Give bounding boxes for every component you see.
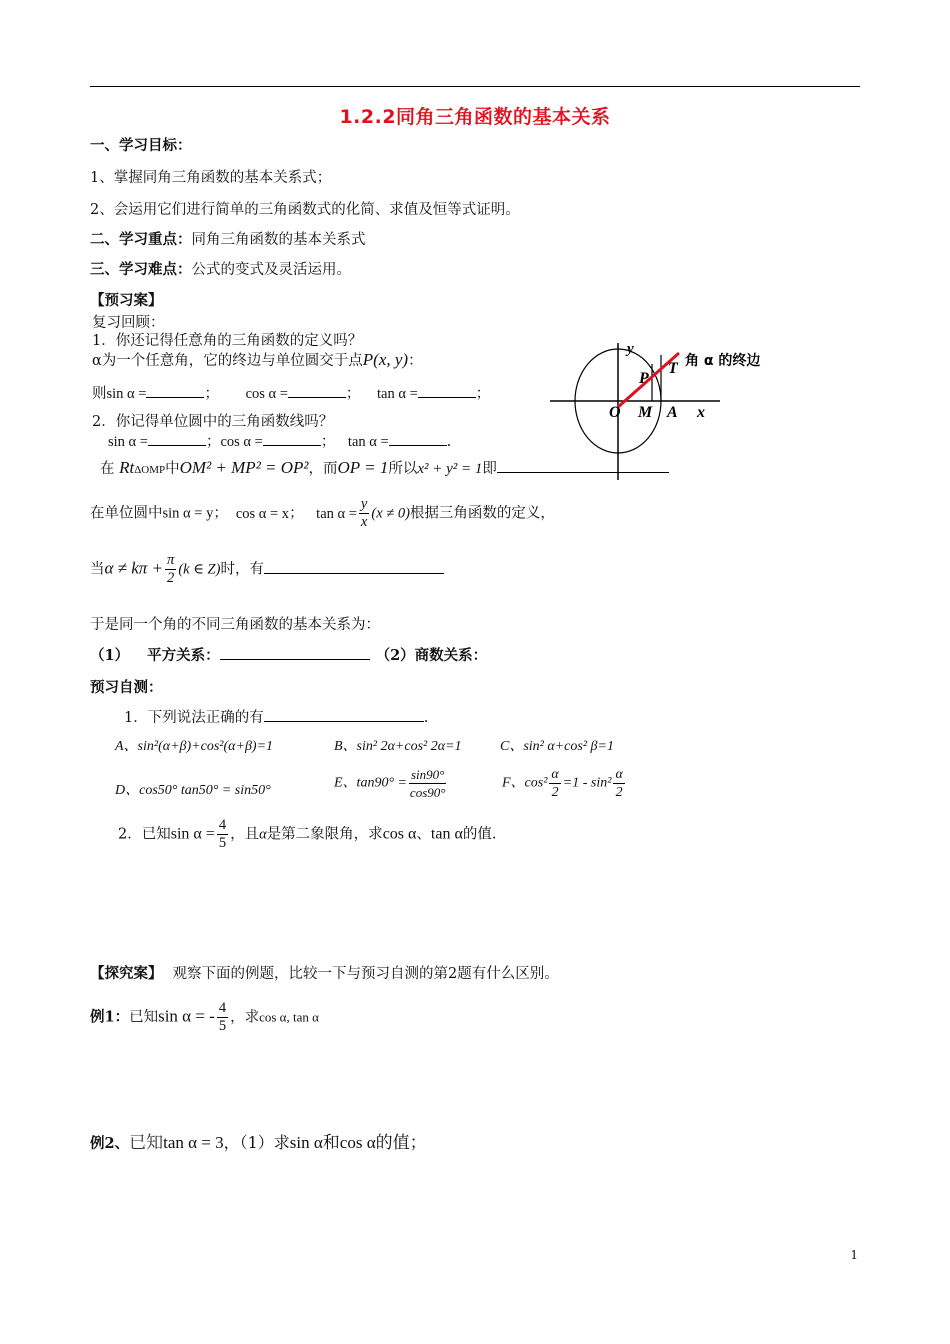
opt-f-pre: F、cos² xyxy=(502,775,548,791)
ex2-tan: tan α = 3 xyxy=(163,1133,224,1152)
unit-cos: cos α = x xyxy=(235,505,290,522)
ex1-label: 例1： xyxy=(90,1008,130,1026)
st-q2-pre: 2．已知 xyxy=(118,826,171,843)
unit-num: y xyxy=(360,496,368,512)
sep-5: ； xyxy=(320,434,336,450)
explore-intro: 观察下面的例题，比较一下与预习自测的第2题有什么区别。 xyxy=(172,966,559,982)
when-alpha: α ≠ kπ + xyxy=(104,558,164,578)
goal-item-1: 1、掌握同角三角函数的基本关系式； xyxy=(90,170,332,186)
blank-cos[interactable] xyxy=(288,383,346,398)
rel1-label: （1） xyxy=(90,647,130,664)
st-q2-tan: tan α xyxy=(430,825,463,843)
label-m: M xyxy=(638,404,653,421)
label-p: P xyxy=(639,370,649,387)
page-number: 1 xyxy=(850,1248,858,1262)
opt-e-num: sin90° xyxy=(411,767,445,782)
st-q2-den: 5 xyxy=(218,835,227,851)
rt-mid: 中 xyxy=(165,461,180,477)
ex1-sin: sin α = - xyxy=(158,1006,215,1026)
st-q2-frac xyxy=(217,817,228,852)
option-f xyxy=(502,766,627,801)
opt-f-den2: 2 xyxy=(615,785,623,800)
unit-semi-1: ； xyxy=(213,505,228,522)
label-o: O xyxy=(609,404,621,421)
difficulty-line xyxy=(90,258,351,279)
st-q2-text: 是第二象限角，求 xyxy=(266,826,383,843)
unit-circle-line xyxy=(90,496,555,531)
preview-q1-line xyxy=(92,349,423,370)
rt-ji: 即 xyxy=(482,461,497,477)
ex2-label: 例2、 xyxy=(90,1135,130,1152)
opt-e-frac xyxy=(409,766,446,801)
def-sin: sin α = xyxy=(106,386,147,402)
sep-4: ； xyxy=(205,434,221,450)
ex1-pre: 已知 xyxy=(129,1009,159,1026)
ex1-ask: ，求 xyxy=(230,1009,260,1026)
unit-sin: sin α = y xyxy=(162,505,214,522)
when-you: ，有 xyxy=(234,561,264,578)
period-1: . xyxy=(446,434,452,450)
opt-f-frac2 xyxy=(613,766,624,801)
sep-2: ； xyxy=(345,386,361,402)
rt-comma: ，而 xyxy=(308,461,338,477)
example-2 xyxy=(90,1128,427,1153)
ex1-num: 4 xyxy=(218,1000,227,1016)
self-test-heading: 预习自测： xyxy=(90,679,163,696)
rel1-text: 平方关系： xyxy=(147,647,220,664)
rel2-label: （2）商数关系： xyxy=(375,647,488,664)
relation-line xyxy=(90,644,487,665)
st-q2-sin: sin α = xyxy=(170,825,215,843)
st-q2-num: 4 xyxy=(218,817,227,833)
unit-circle-figure xyxy=(545,335,785,485)
q1-line-text: α为一个任意角，它的终边与单位圆交于点 xyxy=(92,353,363,369)
blank-line-tan[interactable] xyxy=(389,431,447,446)
sep-1: ； xyxy=(204,386,219,402)
ex1-target: cos α, tan α xyxy=(259,1009,319,1025)
blank-when[interactable] xyxy=(264,559,444,574)
difficulty-label: 三、学习难点： xyxy=(90,261,192,278)
rt-ompp: ΔOMP xyxy=(134,464,166,476)
difficulty-text: 公式的变式及灵活运用。 xyxy=(191,262,351,278)
ex1-den: 5 xyxy=(218,1018,227,1034)
label-t: T xyxy=(668,360,678,377)
when-line xyxy=(90,552,444,587)
blank-tan[interactable] xyxy=(418,383,476,398)
q1-line-end: ： xyxy=(408,353,423,369)
st-q2-dun: 、 xyxy=(416,826,431,843)
when-num: π xyxy=(167,552,175,568)
option-a: A、sin²(α+β)+cos²(α+β)=1 xyxy=(115,739,274,754)
st-q2-end: 的值. xyxy=(462,826,497,843)
rt-so: 所以 xyxy=(388,461,418,477)
blank-square-relation[interactable] xyxy=(220,645,370,660)
key-point-text: 同角三角函数的基本关系式 xyxy=(191,232,366,248)
self-test-q2 xyxy=(118,817,496,852)
unit-tan: tan α = xyxy=(316,505,357,522)
unit-den: x xyxy=(360,514,368,530)
ex2-end: 的值； xyxy=(375,1133,427,1153)
top-rule xyxy=(90,86,860,87)
ex2-part: ，（1）求 xyxy=(223,1133,290,1152)
st-q2-mid: ，且 xyxy=(230,826,260,843)
preview-q2: 2．你记得单位圆中的三角函数线吗？ xyxy=(92,414,334,430)
opt-e-pre: E、tan90° = xyxy=(334,775,407,791)
example-1 xyxy=(90,1000,319,1035)
label-a: A xyxy=(667,404,678,421)
ze-text: 则 xyxy=(92,386,107,402)
line-cos: cos α = xyxy=(220,434,263,450)
rt-prefix: 在 xyxy=(100,461,115,477)
unit-semi-2: ； xyxy=(289,505,304,522)
line-sin: sin α = xyxy=(108,434,148,450)
st-q2-cos: cos α xyxy=(382,825,417,843)
unit-suffix: 根据三角函数的定义， xyxy=(409,505,555,522)
review-label: 复习回顾： xyxy=(92,315,165,331)
option-e xyxy=(334,766,448,801)
key-point-line xyxy=(90,228,366,249)
unit-prefix: 在单位圆中 xyxy=(90,505,163,522)
option-b: B、sin² 2α+cos² 2α=1 xyxy=(334,739,462,754)
st-q1-period: . xyxy=(423,710,429,726)
rt-tri: Rt xyxy=(119,458,135,477)
preview-q1: 1．你还记得任意角的三角函数的定义吗？ xyxy=(92,333,363,349)
def-tan: tan α = xyxy=(377,386,418,402)
ex1-frac xyxy=(217,1000,228,1035)
trig-lines xyxy=(108,430,451,451)
label-y: y xyxy=(627,341,634,357)
explore-line xyxy=(90,962,559,983)
ex2-sincos: sin α和cos α xyxy=(289,1133,376,1152)
blank-st-q1[interactable] xyxy=(264,707,424,722)
def-cos: cos α = xyxy=(245,386,288,402)
when-den: 2 xyxy=(167,570,175,586)
page-title: 1.2.2同角三角函数的基本关系 xyxy=(339,106,611,128)
opt-f-num1: α xyxy=(551,767,559,782)
ex2-text: 已知 xyxy=(129,1133,164,1153)
opt-f-den1: 2 xyxy=(551,785,559,800)
key-point-label: 二、学习重点： xyxy=(90,231,192,248)
unit-tan-fraction xyxy=(359,496,369,531)
explore-heading: 【探究案】 xyxy=(90,965,163,982)
st-q1-text: 1．下列说法正确的有 xyxy=(124,710,264,726)
goal-item-2: 2、会运用它们进行简单的三角函数式的化简、求值及恒等式证明。 xyxy=(90,202,520,218)
label-x: x xyxy=(697,404,705,421)
q1-point: P(x, y) xyxy=(362,350,409,369)
when-fraction xyxy=(165,552,176,587)
terminal-label: 角 α 的终边 xyxy=(685,353,761,369)
sep-3: ； xyxy=(475,386,491,402)
goals-heading: 一、学习目标： xyxy=(90,137,192,154)
opt-f-frac1 xyxy=(549,766,560,801)
when-shi: 时 xyxy=(220,561,235,578)
rt-xy: x² + y² = 1 xyxy=(417,461,483,477)
blank-line-cos[interactable] xyxy=(263,431,321,446)
unit-cond: (x ≠ 0) xyxy=(371,505,410,522)
option-d: D、cos50° tan50° = sin50° xyxy=(115,783,271,798)
st-q2-alpha: α xyxy=(259,826,267,843)
rt-op: OP = 1 xyxy=(337,458,389,477)
self-test-q1 xyxy=(124,706,428,727)
rt-eq: OM² + MP² = OP² xyxy=(179,458,309,477)
when-cond: (k ∈ Z) xyxy=(178,561,221,578)
definition-line xyxy=(92,382,490,403)
opt-f-mid: =1 - sin² xyxy=(562,775,612,791)
option-c: C、sin² α+cos² β=1 xyxy=(500,739,614,754)
blank-sin[interactable] xyxy=(146,383,204,398)
preview-heading: 【预习案】 xyxy=(90,292,163,309)
when-prefix: 当 xyxy=(90,561,105,578)
opt-f-num2: α xyxy=(615,767,623,782)
relation-intro: 于是同一个角的不同三角函数的基本关系为： xyxy=(90,617,380,633)
opt-e-den: cos90° xyxy=(409,785,446,800)
line-tan: tan α = xyxy=(347,434,389,450)
blank-line-sin[interactable] xyxy=(148,431,206,446)
